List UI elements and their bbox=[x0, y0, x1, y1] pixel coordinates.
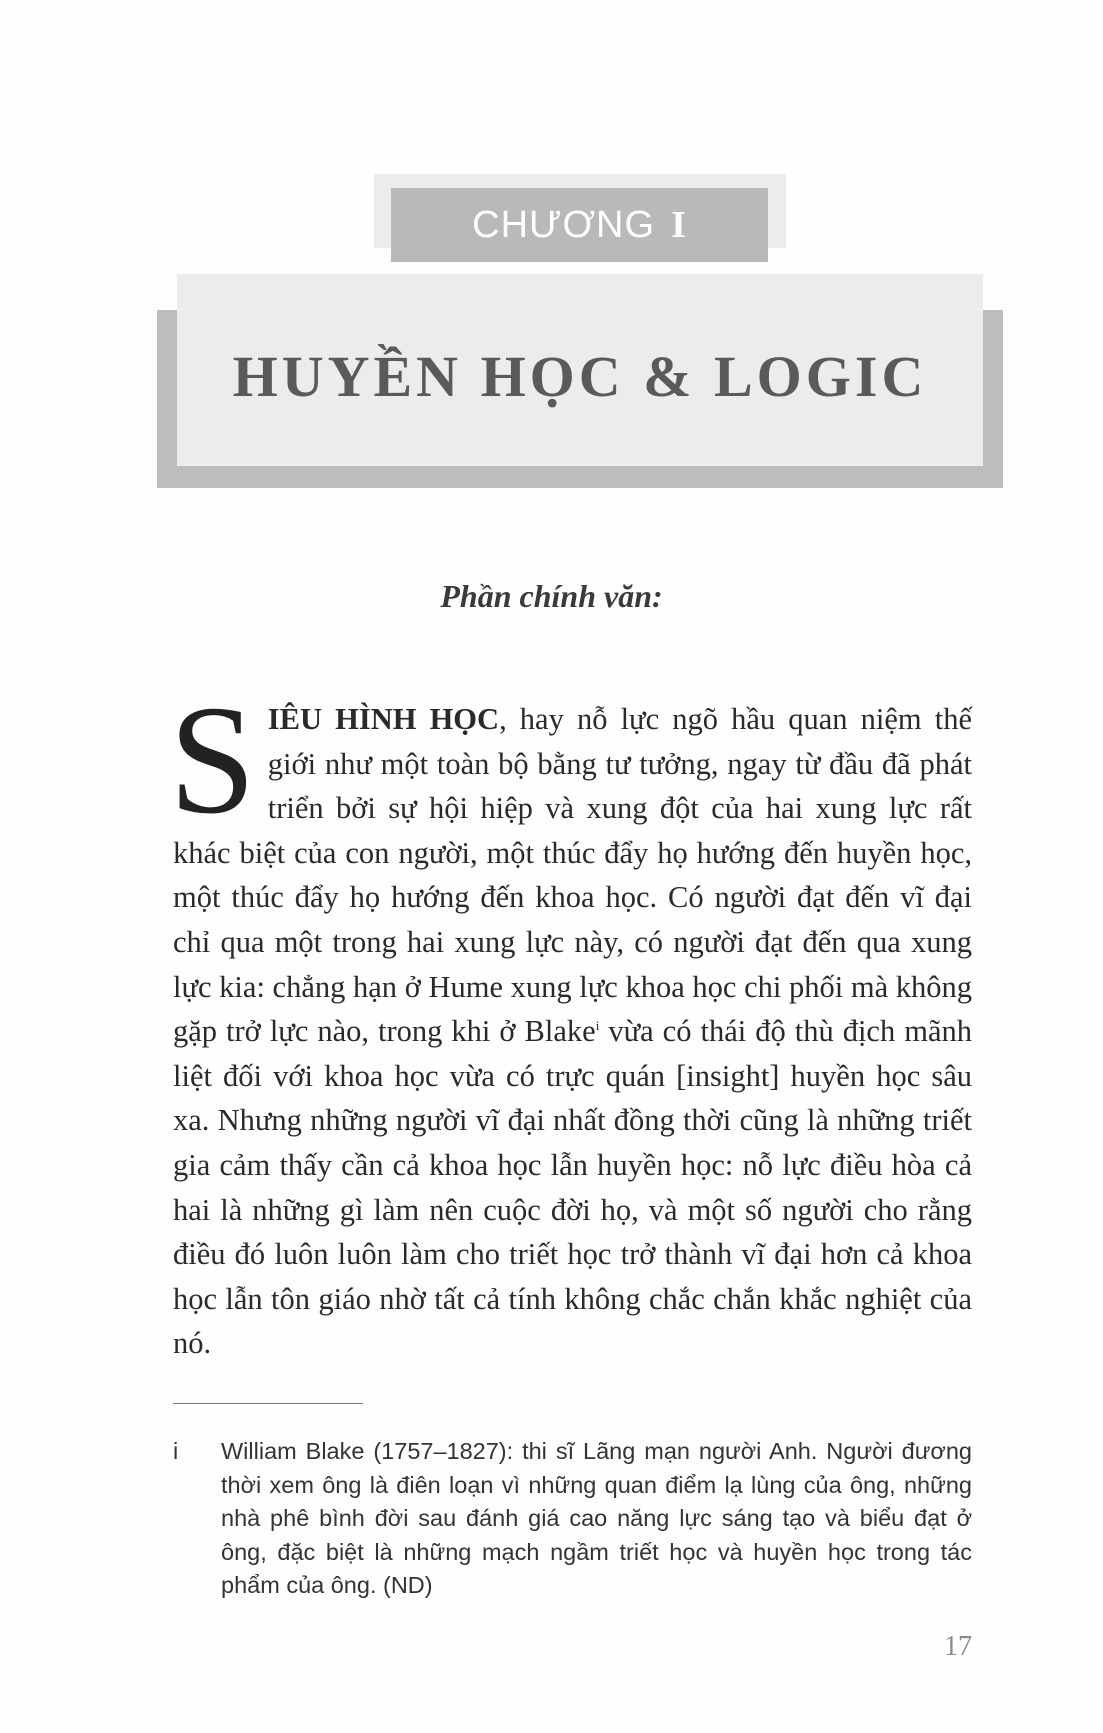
drop-cap: S bbox=[169, 673, 256, 846]
lead-in: IÊU HÌNH HỌC bbox=[267, 702, 500, 736]
chapter-title-box bbox=[177, 274, 983, 466]
chapter-label-text: CHƯƠNG bbox=[472, 203, 656, 246]
footnote-marker: i bbox=[173, 1438, 179, 1464]
chapter-number: I bbox=[671, 204, 687, 246]
chapter-title: HUYỀN HỌC & LOGIC bbox=[232, 343, 928, 409]
body-paragraph bbox=[169, 673, 973, 1366]
section-heading: Phần chính văn: bbox=[440, 578, 663, 614]
footnote-text: William Blake (1757–1827): thi sĩ Lãng mạn người Anh. Người đương thời xem ông là điên loạn vì những quan điểm lạ lùng của ông, những nhà phê bình đời sau đánh giá cao năng lực sáng tạo và biểu đạt ở ông, đặc biệt là những mạch ngầm triết học và huyền học trong tác phẩm của ông. (ND) bbox=[221, 1438, 972, 1598]
page-number: 17 bbox=[944, 1631, 972, 1662]
footnote-divider bbox=[173, 1403, 363, 1404]
body-text-part-1: , hay nỗ lực ngõ hầu quan niệm thế giới như một toàn bộ bằng tư tưởng, ngay từ đầu đã phát triển bởi sự hội hiệp và xung đột của hai xung lực rất khác biệt của con người, một thúc đẩy họ hướng đến huyền học, một thúc đẩy họ hướng đến khoa học. Có người đạt đến vĩ đại chỉ qua một trong hai xung lực này, có người đạt đến qua xung lực kia: chẳng hạn ở Hume xung lực khoa học chi phối mà không gặp trở lực nào, trong khi ở Blake bbox=[173, 702, 973, 1049]
footnote bbox=[173, 1435, 972, 1603]
chapter-label bbox=[391, 188, 768, 262]
body-text-part-2: vừa có thái độ thù địch mãnh liệt đối với khoa học vừa có trực quán [insight] huyền học sâu xa. Nhưng những người vĩ đại nhất đồng thời cũng là những triết gia cảm thấy cần cả khoa học lẫn huyền học: nỗ lực điều hòa cả hai là những gì làm nên cuộc đời họ, và một số người cho rằng điều đó luôn luôn làm cho triết học trở thành vĩ đại hơn cả khoa học lẫn tôn giáo nhờ tất cả tính không chắc chắn khắc nghiệt của nó. bbox=[173, 1014, 972, 1361]
footnote-reference[interactable]: i bbox=[595, 1018, 600, 1033]
